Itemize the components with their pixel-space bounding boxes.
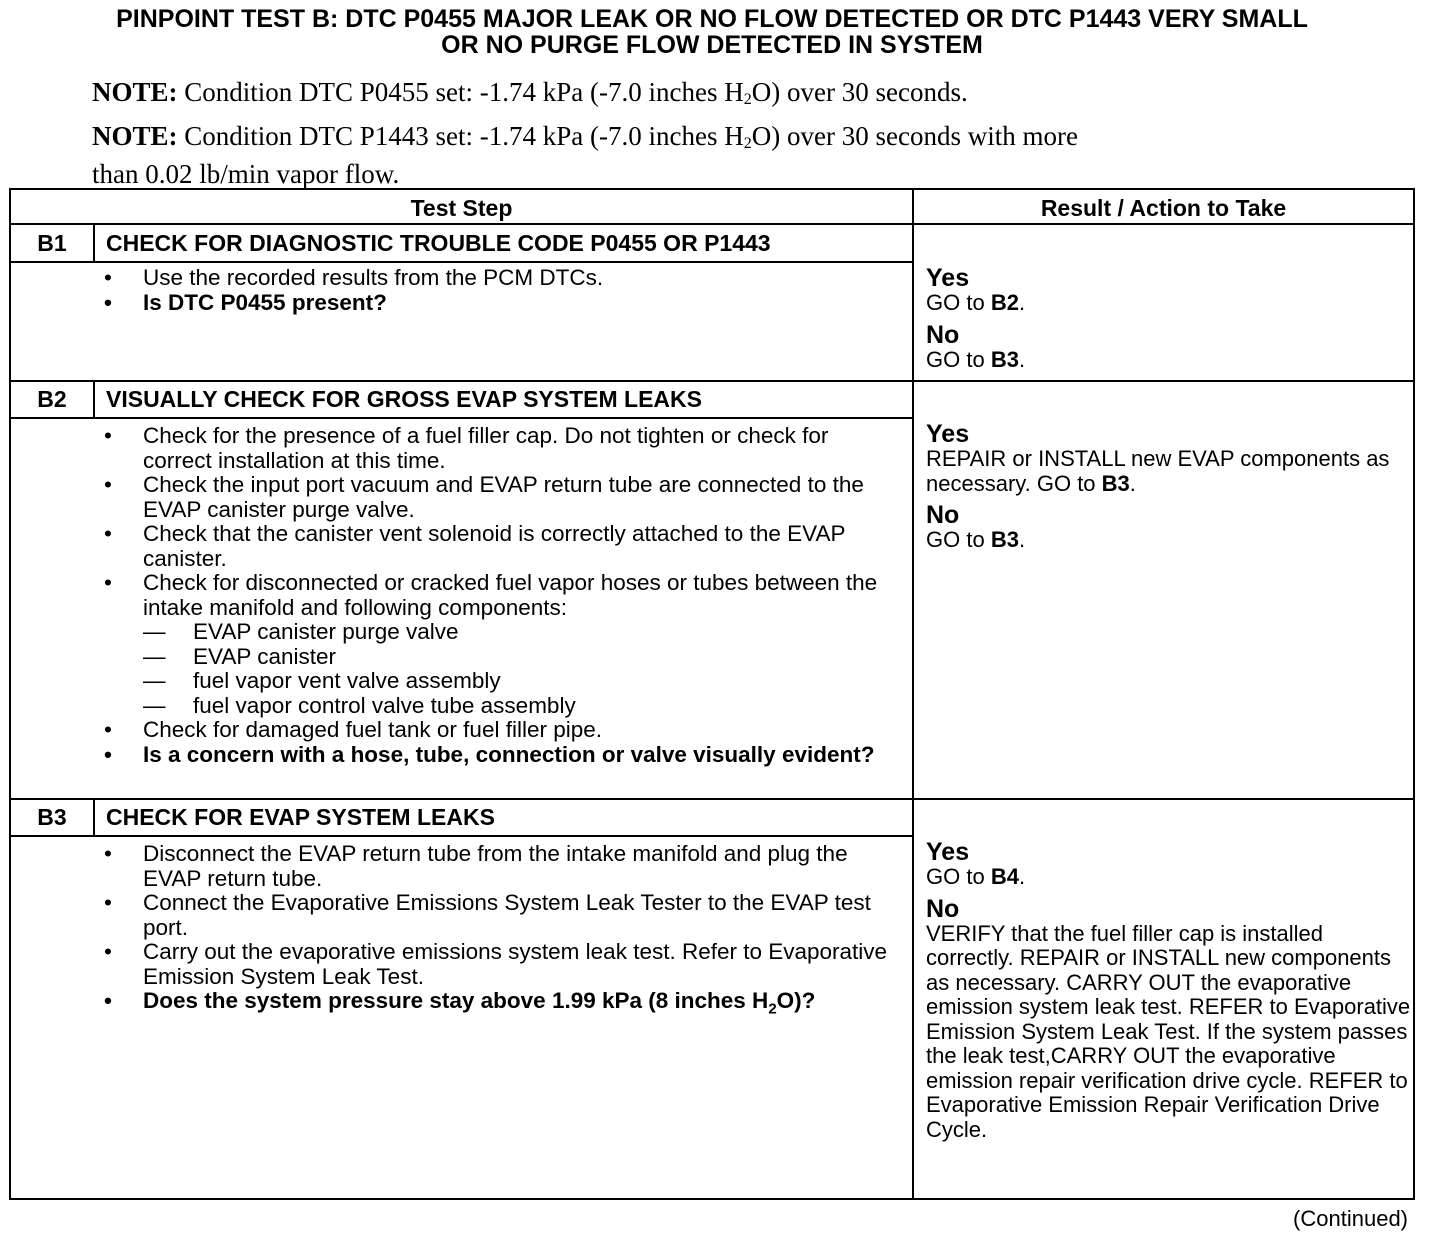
no-action-text: GO to xyxy=(926,346,985,372)
note-label: NOTE: xyxy=(92,121,178,151)
sub-item: — EVAP canister purge valve xyxy=(100,620,890,645)
yes-action-ref: B3 xyxy=(1101,470,1130,496)
no-label: No xyxy=(926,320,960,349)
no-action: VERIFY that the fuel filler cap is installed correctly. REPAIR or INSTALL new components as necessary. CARRY OUT the evaporative emission system leak test. REFER to Evaporative Emission System Leak Test. If the system passes the leak test,CARRY OUT the evaporative emission repair verification drive cycle. REFER to Evaporative Emission Repair Verification Drive Cycle. xyxy=(926,920,1411,1142)
yes-action-text: GO to xyxy=(926,864,985,889)
list-item: • Connect the Evaporative Emissions System Leak Tester to the EVAP test port. xyxy=(100,891,890,940)
b2-code-divider xyxy=(93,380,95,419)
list-item: • Carry out the evaporative emissions system leak test. Refer to Evaporative Emission System Leak Test. xyxy=(100,940,890,989)
step-title-b3: CHECK FOR EVAP SYSTEM LEAKS xyxy=(106,804,495,830)
yes-label: Yes xyxy=(926,420,970,448)
b1-title-divider xyxy=(9,261,914,263)
result-b2 xyxy=(926,421,1414,559)
note-text-line2: than 0.02 lb/min vapor flow. xyxy=(92,159,400,189)
step-code-b3: B3 xyxy=(37,804,67,830)
no-action-text: GO to xyxy=(926,527,985,552)
note-p0455 xyxy=(92,77,968,115)
list-item: • Check for the presence of a fuel filler cap. Do not tighten or check for correct installation at this time. xyxy=(100,424,890,473)
step-b1-items xyxy=(100,266,890,315)
yes-action-ref: B2 xyxy=(990,290,1019,315)
step-code-b2: B2 xyxy=(37,386,67,412)
sub-item: — EVAP canister xyxy=(100,645,890,670)
no-action: GO to B3. xyxy=(926,346,1026,372)
no-action: GO to B3. xyxy=(926,527,1026,552)
yes-action-text: GO to xyxy=(926,290,985,315)
page-title xyxy=(0,6,1424,58)
note-text-post: O) over 30 seconds with more xyxy=(751,121,1078,151)
step-question: • Is a concern with a hose, tube, connection or valve visually evident? xyxy=(100,743,890,768)
step-title-b2: VISUALLY CHECK FOR GROSS EVAP SYSTEM LEAKS xyxy=(106,386,702,412)
no-action-ref: B3 xyxy=(990,346,1019,372)
note-label: NOTE: xyxy=(92,77,178,107)
result-b1 xyxy=(926,265,1414,378)
sub-item: — fuel vapor vent valve assembly xyxy=(100,669,890,694)
b2-title-divider xyxy=(9,417,914,419)
note-text-sub: 2 xyxy=(743,135,752,152)
step-title-b1: CHECK FOR DIAGNOSTIC TROUBLE CODE P0455 OR P1443 xyxy=(106,230,771,256)
step-b2-items xyxy=(100,424,890,767)
note-text-post: O) over 30 seconds. xyxy=(751,77,968,107)
list-item: • Check for damaged fuel tank or fuel filler pipe. xyxy=(100,718,890,743)
column-divider xyxy=(912,188,914,1200)
step-code-b1: B1 xyxy=(37,230,67,256)
note-p1443 xyxy=(92,121,1078,189)
step-b3-items xyxy=(100,842,890,1022)
question-sub: 2 xyxy=(768,1000,777,1018)
yes-label: Yes xyxy=(926,264,970,292)
yes-action: GO to B4. xyxy=(926,864,1026,889)
sub-item: — fuel vapor control valve tube assembly xyxy=(100,694,890,719)
list-item: • Check that the canister vent solenoid is correctly attached to the EVAP canister. xyxy=(100,522,890,571)
continued-label: (Continued) xyxy=(1293,1206,1408,1231)
result-b3 xyxy=(926,839,1414,1148)
step-question xyxy=(100,989,890,1022)
note-text-sub: 2 xyxy=(743,91,752,108)
question-post: O)? xyxy=(776,988,816,1013)
note-text-pre: Condition DTC P0455 set: -1.74 kPa (-7.0 inches H xyxy=(184,77,744,107)
yes-action-ref: B4 xyxy=(990,864,1019,889)
list-item: • Disconnect the EVAP return tube from the intake manifold and plug the EVAP return tube. xyxy=(100,842,890,891)
step-question: • Is DTC P0455 present? xyxy=(100,291,890,316)
list-item: • Check the input port vacuum and EVAP return tube are connected to the EVAP canister purge valve. xyxy=(100,473,890,522)
b3-title-divider xyxy=(9,835,914,837)
title-line-1: PINPOINT TEST B: DTC P0455 MAJOR LEAK OR NO FLOW DETECTED OR DTC P1443 VERY SMALL xyxy=(116,5,1308,33)
b1-code-divider xyxy=(93,223,95,263)
yes-label: Yes xyxy=(926,838,970,866)
no-label: No xyxy=(926,501,960,529)
yes-action-text: REPAIR or INSTALL new EVAP components as necessary. GO to xyxy=(926,446,1390,496)
yes-action: REPAIR or INSTALL new EVAP components as necessary. GO to B3. xyxy=(926,446,1390,496)
header-result-action: Result / Action to Take xyxy=(1040,195,1287,221)
header-test-step: Test Step xyxy=(410,195,513,221)
list-item: • Use the recorded results from the PCM DTCs. xyxy=(100,266,890,291)
title-line-2: OR NO PURGE FLOW DETECTED IN SYSTEM xyxy=(441,31,983,59)
note-text-pre: Condition DTC P1443 set: -1.74 kPa (-7.0 inches H xyxy=(184,121,744,151)
no-label: No xyxy=(926,894,960,923)
yes-action: GO to B2. xyxy=(926,290,1026,315)
question-pre: Does the system pressure stay above 1.99 kPa (8 inches H xyxy=(143,988,769,1013)
no-action-ref: B3 xyxy=(990,527,1019,552)
list-item: • Check for disconnected or cracked fuel vapor hoses or tubes between the intake manifold and following components: xyxy=(100,571,890,620)
b3-code-divider xyxy=(93,798,95,837)
